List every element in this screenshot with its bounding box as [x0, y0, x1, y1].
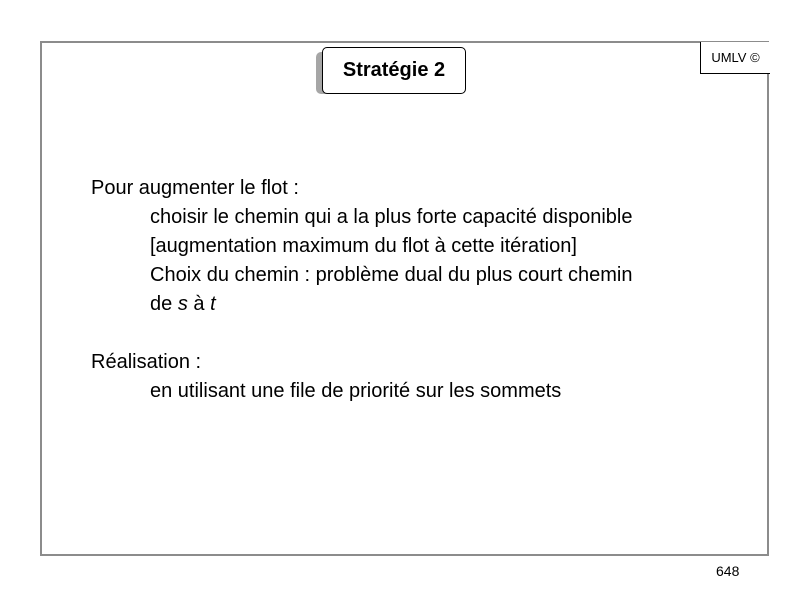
slide-body — [91, 174, 633, 406]
section1-line1: choisir le chemin qui a la plus forte capacité disponible — [150, 206, 633, 228]
section1-line2: [augmentation maximum du flot à cette itération] — [150, 235, 577, 257]
umlv-badge — [700, 42, 770, 74]
section2-line1: en utilisant une file de priorité sur les sommets — [150, 380, 562, 402]
slide-title-text: Stratégie 2 — [342, 59, 446, 81]
slide-title — [322, 47, 466, 94]
line4-mid: à — [187, 293, 211, 315]
var-t: t — [210, 293, 216, 315]
section2-heading: Réalisation : — [91, 351, 202, 373]
section1-heading: Pour augmenter le flot : — [91, 177, 299, 199]
var-s: s — [177, 293, 188, 315]
umlv-badge-text: UMLV © — [711, 50, 760, 65]
line4-prefix: de — [150, 293, 178, 315]
section1-line4 — [91, 290, 633, 319]
page-number: 648 — [716, 563, 740, 579]
section1-line3: Choix du chemin : problème dual du plus court chemin — [150, 264, 633, 286]
